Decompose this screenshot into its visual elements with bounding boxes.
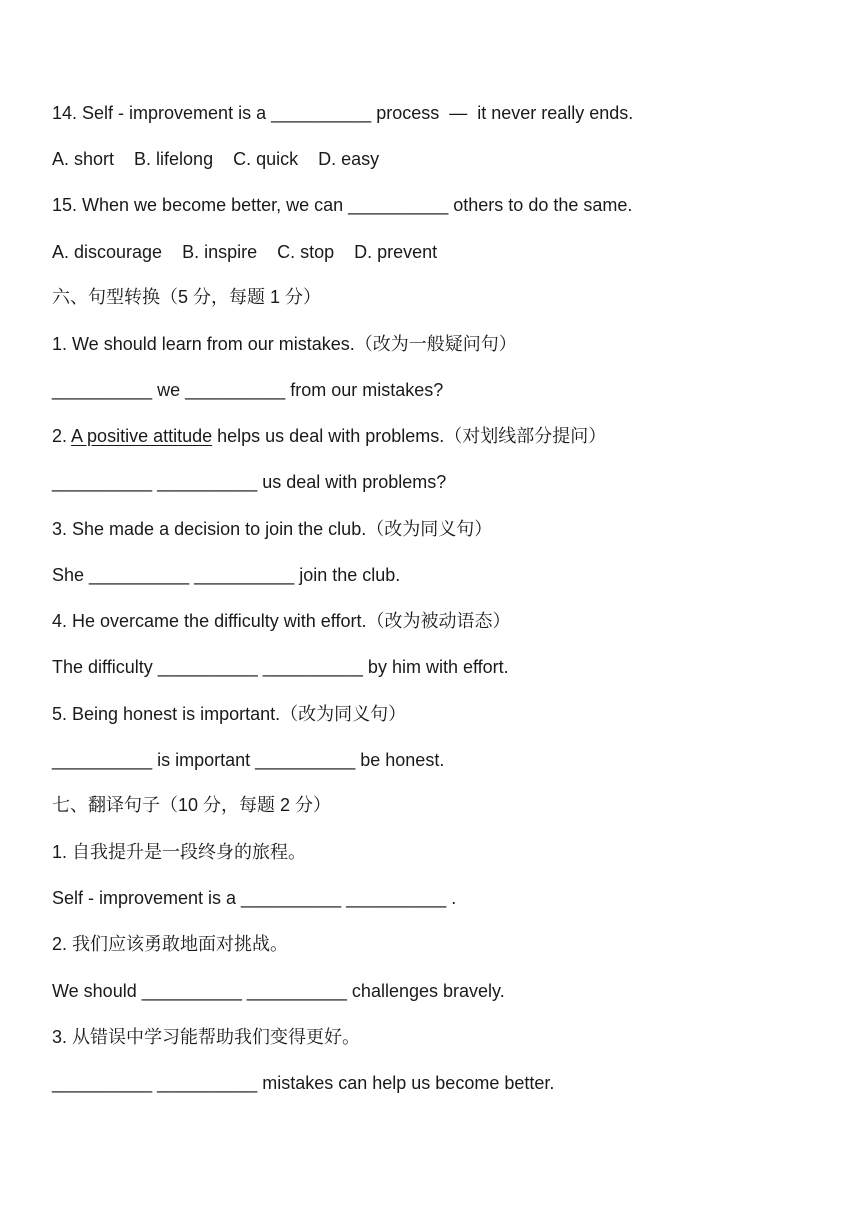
transform-2-answer: __________ __________ us deal with problems?: [52, 472, 447, 492]
translate-1-prompt: 1. 自我提升是一段终身的旅程。: [52, 842, 307, 862]
transform-5-answer: __________ is important __________ be honest.: [52, 750, 445, 770]
section-7-heading: 七、翻译句子（10 分，每题 2 分）: [52, 795, 332, 815]
translate-3-answer: __________ __________ mistakes can help us become better.: [52, 1073, 555, 1093]
translate-1-answer: Self - improvement is a __________ __________ .: [52, 888, 457, 908]
transform-2-suffix: helps us deal with problems.（对划线部分提问）: [212, 426, 607, 446]
question-15-options: A. discourage B. inspire C. stop D. prevent: [52, 242, 438, 262]
transform-4-answer: The difficulty __________ __________ by him with effort.: [52, 657, 509, 677]
translate-3-prompt: 3. 从错误中学习能帮助我们变得更好。: [52, 1027, 361, 1047]
transform-3-prompt: 3. She made a decision to join the club.（改为同义句）: [52, 519, 493, 539]
question-15: 15. When we become better, we can __________ others to do the same.: [52, 195, 633, 215]
translate-2-answer: We should __________ __________ challenges bravely.: [52, 981, 505, 1001]
transform-5-prompt: 5. Being honest is important.（改为同义句）: [52, 704, 407, 724]
transform-1-prompt: 1. We should learn from our mistakes.（改为一般疑问句）: [52, 334, 517, 354]
question-14-options: A. short B. lifelong C. quick D. easy: [52, 149, 380, 169]
section-6-heading: 六、句型转换（5 分，每题 1 分）: [52, 287, 322, 307]
transform-2-prompt: [52, 424, 842, 448]
translate-2-prompt: 2. 我们应该勇敢地面对挑战。: [52, 934, 289, 954]
transform-2-prefix: 2.: [52, 426, 72, 446]
underlined-phrase: A positive attitude: [71, 426, 213, 446]
question-14: 14. Self - improvement is a __________ process — it never really ends.: [52, 103, 634, 123]
transform-4-prompt: 4. He overcame the difficulty with effort.（改为被动语态）: [52, 611, 511, 631]
transform-1-answer: __________ we __________ from our mistakes?: [52, 380, 444, 400]
transform-3-answer: She __________ __________ join the club.: [52, 565, 401, 585]
